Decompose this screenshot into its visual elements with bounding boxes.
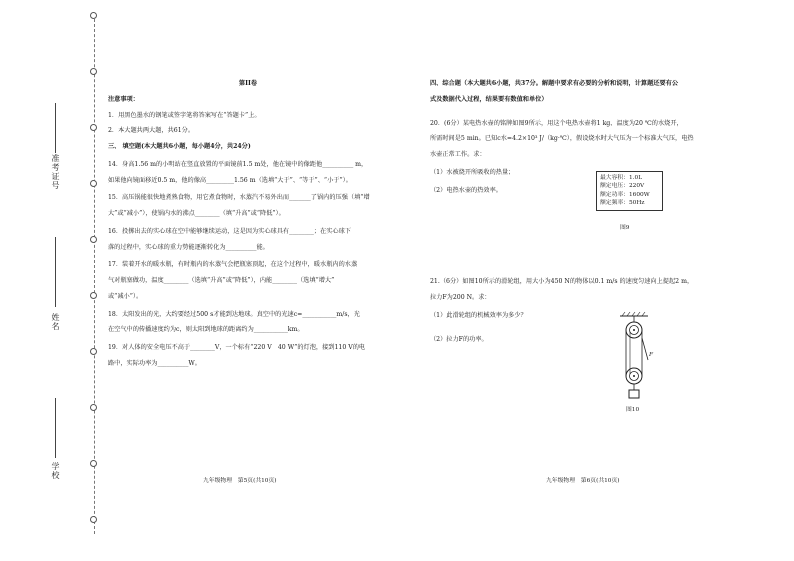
question-21 bbox=[430, 278, 720, 343]
binding-circle bbox=[90, 292, 97, 299]
notice-item: 1．用黑色墨水的钢笔或签字笔将答案写在“答题卡”上。 bbox=[108, 111, 261, 119]
exam-no-line bbox=[55, 103, 56, 153]
section-title: 第II卷 bbox=[238, 80, 258, 87]
question-17 bbox=[108, 261, 388, 300]
question-text: 气对瓶塞做功，温度________（选填“升高”或“降低”），内能________（选填“增大” bbox=[108, 277, 335, 284]
notice-item: 2．本大题共两大题，共61分。 bbox=[108, 127, 195, 135]
question-text: 18．太阳发出的光，大约要经过500 s才能到达地球。真空中的光速c=___________m/s，光 bbox=[108, 310, 360, 318]
question-18 bbox=[108, 311, 388, 335]
pulley-diagram bbox=[612, 310, 662, 400]
question-text: 水壶正常工作。求： bbox=[430, 151, 486, 158]
section4-heading: 四、综合题（本大题共6小题，共37分。解题中要求有必要的分析和说明，计算题还要有公 bbox=[430, 80, 679, 87]
page-footer-left: 九年级物理 第5页(共10页) bbox=[203, 478, 277, 484]
binding-circle bbox=[90, 348, 97, 355]
question-19 bbox=[108, 344, 388, 368]
spec-frequency: 额定频率：50Hz bbox=[600, 200, 645, 207]
binding-circle bbox=[90, 460, 97, 467]
question-20 bbox=[430, 120, 720, 195]
question-text: 17．装着开水的暖水瓶，有时瓶内的水蒸气会把瓶塞顶起，在这个过程中，暖水瓶内的水蒸 bbox=[108, 261, 358, 269]
sub-question: （1）此滑轮组的机械效率为多少？ bbox=[430, 311, 527, 319]
page-footer-right: 九年级物理 第6页(共10页) bbox=[546, 478, 620, 484]
question-16 bbox=[108, 228, 388, 252]
question-text: 16．投掷出去的实心球在空中能够继续运动，这是因为实心球具有________；在实心球下 bbox=[108, 227, 351, 235]
figure-9-label: 图9 bbox=[620, 225, 630, 231]
binding-circle bbox=[90, 180, 97, 187]
binding-circle bbox=[90, 236, 97, 243]
question-text: 所需时间是5 min。已知c水=4.2×10³ J/（kg·℃），假设烧水时大气压为一个标准大气压，电热 bbox=[430, 135, 694, 143]
sub-question: （2）拉力F的功率。 bbox=[430, 335, 488, 343]
page-5 bbox=[108, 70, 388, 378]
spec-power: 额定功率：1600W bbox=[600, 191, 650, 198]
question-text: 落的过程中，实心球的重力势能逐渐转化为__________能。 bbox=[108, 243, 269, 251]
movable-pulley bbox=[626, 368, 642, 384]
fixed-pulley bbox=[626, 322, 642, 338]
figure-10-label: 图10 bbox=[626, 407, 640, 413]
kettle-nameplate bbox=[596, 171, 663, 211]
binding-circle bbox=[90, 12, 97, 19]
question-text: 如果他向镜面移近0.5 m，他的像高_________1.56 m（选填“大于”、“等于”、“小于”）。 bbox=[108, 176, 352, 184]
page-6 bbox=[430, 80, 720, 351]
question-14 bbox=[108, 161, 388, 185]
sub-question: （2）电热水壶的热效率。 bbox=[430, 186, 502, 194]
section4-heading-cont: 式及数据代入过程，结果要有数值和单位） bbox=[430, 95, 548, 103]
binding-circle bbox=[90, 404, 97, 411]
name-label: 姓名 bbox=[51, 313, 60, 331]
school-label: 学校 bbox=[51, 462, 60, 480]
force-label: F bbox=[649, 352, 654, 358]
binding-circle bbox=[90, 68, 97, 75]
question-text: 路中，实际功率为__________W。 bbox=[108, 359, 201, 367]
school-line bbox=[55, 398, 56, 458]
binding-dashed-line bbox=[94, 14, 95, 534]
question-text: 21.（6分）如图10所示的滑轮组，用大小为450 N的物体以0.1 m/s 的速度匀速向上提起2 m， bbox=[430, 278, 694, 286]
question-15 bbox=[108, 194, 388, 218]
section3-heading: 三、 填空题(本大题共6小题，每小题4分，共24分) bbox=[108, 143, 251, 150]
ceiling-hatch bbox=[620, 312, 648, 316]
question-text: 14．身高1.56 m的小明站在竖直放置的平面镜前1.5 m处，他在镜中的像距他__________ m， bbox=[108, 160, 368, 168]
sub-question: （1）水被烧开所吸收的热量； bbox=[430, 168, 515, 176]
name-line bbox=[55, 237, 56, 307]
question-text: 大”或“减小”），使锅内水的沸点________（填“升高”或“降低”）。 bbox=[108, 210, 285, 217]
load-block bbox=[629, 390, 639, 398]
exam-no-label: 准考证号 bbox=[51, 154, 60, 190]
question-text: 在空气中的传播速度约为c，则太阳到地球的距离约为___________km。 bbox=[108, 326, 304, 334]
question-text: 15．高压锅能很快地煮熟食物，用它煮食物时，水蒸汽不易外出而_______了锅内的压强（填“增 bbox=[108, 194, 370, 202]
question-text: 19．对人体的安全电压不高于________V，一个标有“220 V 40 W”的灯泡，接到110 V的电 bbox=[108, 344, 366, 351]
spec-voltage: 额定电压：220V bbox=[600, 183, 645, 190]
notice-heading: 注意事项： bbox=[108, 95, 139, 103]
binding-circle bbox=[90, 516, 97, 523]
question-text: 拉力F为200 N。求： bbox=[430, 294, 491, 301]
binding-circle bbox=[90, 124, 97, 131]
question-text: 20．(6分）某电热水壶的铭牌如图9所示，用这个电热水壶将1 kg、温度为20 ℃的水烧开， bbox=[430, 119, 683, 127]
question-text: 或“减小”）。 bbox=[108, 292, 143, 300]
spec-capacity: 最大容积：1.0L bbox=[600, 175, 643, 181]
